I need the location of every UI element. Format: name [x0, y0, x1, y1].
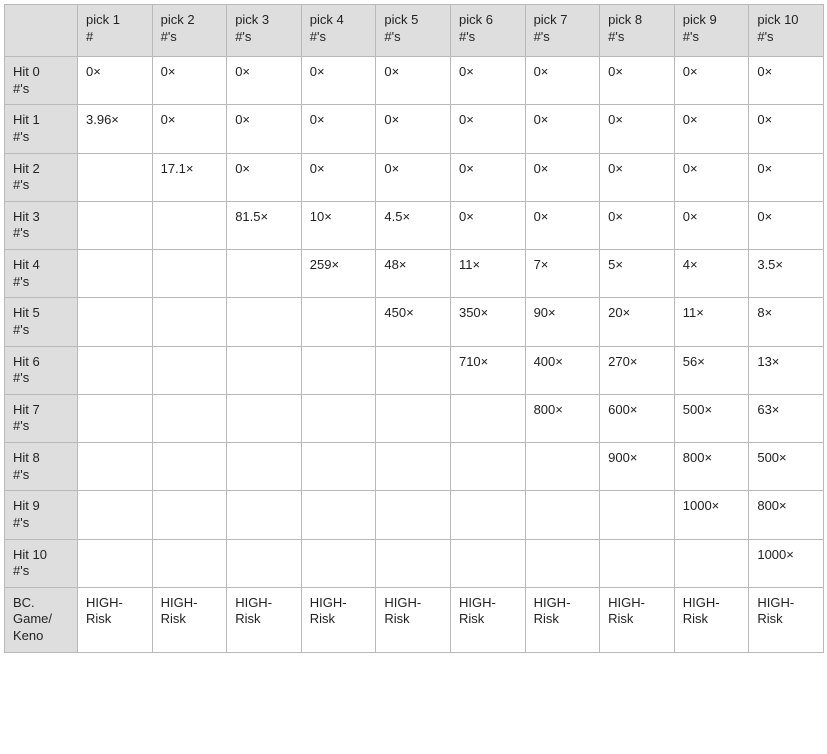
column-header-pick-8-line2: #'s	[608, 28, 625, 44]
cell-hit6-pick5	[376, 346, 451, 394]
cell-hit3-pick10: 0×	[749, 201, 824, 249]
table-body	[5, 57, 824, 653]
row-header-hit-7-line2: #'s	[13, 418, 30, 434]
cell-hit3-pick7: 0×	[525, 201, 600, 249]
row-header-hit-2	[5, 153, 78, 201]
cell-hit8-pick10: 500×	[749, 443, 824, 491]
column-header-pick-6-line1: pick 6	[458, 12, 493, 27]
column-header-pick-7-line1: pick 7	[533, 12, 568, 27]
column-header-pick-1	[78, 5, 153, 57]
column-header-pick-3-line1: pick 3	[235, 12, 270, 27]
cell-hit6-pick1	[78, 346, 153, 394]
keno-payout-table	[4, 4, 824, 653]
cell-risk-pick4: HIGH-Risk	[301, 587, 376, 652]
cell-hit5-pick4	[301, 298, 376, 346]
cell-hit4-pick10: 3.5×	[749, 250, 824, 298]
row-header-hit-4	[5, 250, 78, 298]
row-header-hit-7-line1: Hit 7	[13, 401, 40, 417]
row-header-hit-4-line2: #'s	[13, 273, 30, 289]
cell-hit5-pick5: 450×	[376, 298, 451, 346]
column-header-pick-2	[152, 5, 227, 57]
cell-hit3-pick6: 0×	[450, 201, 525, 249]
column-header-pick-1-line1: pick 1	[86, 12, 120, 27]
column-header-pick-10-line2: #'s	[757, 28, 774, 44]
cell-hit2-pick2: 17.1×	[152, 153, 227, 201]
cell-hit8-pick5	[376, 443, 451, 491]
column-header-pick-6	[450, 5, 525, 57]
row-header-source	[5, 587, 78, 652]
table-row	[5, 201, 824, 249]
cell-hit0-pick8: 0×	[600, 57, 675, 105]
row-header-hit-8	[5, 443, 78, 491]
cell-hit4-pick2	[152, 250, 227, 298]
cell-hit6-pick4	[301, 346, 376, 394]
row-header-hit-9	[5, 491, 78, 539]
row-header-hit-6-line1: Hit 6	[13, 353, 40, 369]
cell-hit3-pick8: 0×	[600, 201, 675, 249]
cell-risk-pick3: HIGH-Risk	[227, 587, 302, 652]
cell-hit6-pick6: 710×	[450, 346, 525, 394]
cell-hit3-pick3: 81.5×	[227, 201, 302, 249]
cell-hit3-pick9: 0×	[674, 201, 749, 249]
row-header-hit-8-line1: Hit 8	[13, 450, 40, 465]
cell-hit4-pick4: 259×	[301, 250, 376, 298]
row-header-hit-3-line1: Hit 3	[13, 208, 40, 224]
row-header-hit-3-line2: #'s	[13, 225, 30, 241]
column-header-pick-4-line1: pick 4	[309, 12, 344, 27]
cell-hit9-pick10: 800×	[749, 491, 824, 539]
column-header-pick-7	[525, 5, 600, 57]
cell-hit10-pick10: 1000×	[749, 539, 824, 587]
cell-hit2-pick5: 0×	[376, 153, 451, 201]
cell-hit6-pick3	[227, 346, 302, 394]
cell-hit8-pick3	[227, 443, 302, 491]
cell-hit9-pick7	[525, 491, 600, 539]
row-header-hit-2-line2: #'s	[13, 177, 30, 193]
cell-hit4-pick3	[227, 250, 302, 298]
cell-hit1-pick8: 0×	[600, 105, 675, 153]
cell-hit2-pick3: 0×	[227, 153, 302, 201]
cell-hit8-pick8: 900×	[600, 443, 675, 491]
cell-hit8-pick2	[152, 443, 227, 491]
cell-risk-pick2: HIGH-Risk	[152, 587, 227, 652]
header-row	[5, 5, 824, 57]
row-header-hit-3	[5, 201, 78, 249]
cell-hit8-pick7	[525, 443, 600, 491]
cell-hit2-pick4: 0×	[301, 153, 376, 201]
row-header-hit-7	[5, 394, 78, 442]
row-header-hit-2-line1: Hit 2	[13, 160, 40, 176]
row-header-hit-5-line1: Hit 5	[13, 305, 40, 321]
cell-risk-pick7: HIGH-Risk	[525, 587, 600, 652]
cell-hit1-pick4: 0×	[301, 105, 376, 153]
cell-hit5-pick6: 350×	[450, 298, 525, 346]
cell-hit9-pick9: 1000×	[674, 491, 749, 539]
cell-hit1-pick9: 0×	[674, 105, 749, 153]
table-row	[5, 394, 824, 442]
row-header-source-line2: Game/	[13, 611, 53, 627]
cell-hit10-pick7	[525, 539, 600, 587]
cell-hit1-pick3: 0×	[227, 105, 302, 153]
cell-hit2-pick9: 0×	[674, 153, 749, 201]
cell-hit5-pick7: 90×	[525, 298, 600, 346]
cell-hit5-pick8: 20×	[600, 298, 675, 346]
cell-hit4-pick8: 5×	[600, 250, 675, 298]
cell-hit3-pick5: 4.5×	[376, 201, 451, 249]
cell-hit1-pick10: 0×	[749, 105, 824, 153]
cell-hit7-pick1	[78, 394, 153, 442]
cell-hit6-pick7: 400×	[525, 346, 600, 394]
table-row	[5, 491, 824, 539]
table-row	[5, 153, 824, 201]
row-header-hit-4-line1: Hit 4	[13, 257, 40, 272]
row-header-hit-0-line2: #'s	[13, 80, 30, 96]
cell-hit5-pick3	[227, 298, 302, 346]
cell-hit5-pick1	[78, 298, 153, 346]
cell-hit8-pick6	[450, 443, 525, 491]
cell-hit4-pick5: 48×	[376, 250, 451, 298]
column-header-pick-5-line1: pick 5	[384, 12, 419, 27]
cell-hit9-pick8	[600, 491, 675, 539]
column-header-pick-4	[301, 5, 376, 57]
cell-hit3-pick2	[152, 201, 227, 249]
cell-hit9-pick5	[376, 491, 451, 539]
cell-hit0-pick4: 0×	[301, 57, 376, 105]
cell-hit0-pick3: 0×	[227, 57, 302, 105]
cell-hit7-pick2	[152, 394, 227, 442]
cell-risk-pick1: HIGH-Risk	[78, 587, 153, 652]
cell-hit0-pick5: 0×	[376, 57, 451, 105]
cell-hit6-pick9: 56×	[674, 346, 749, 394]
cell-hit9-pick1	[78, 491, 153, 539]
cell-hit2-pick8: 0×	[600, 153, 675, 201]
cell-hit1-pick2: 0×	[152, 105, 227, 153]
cell-hit7-pick10: 63×	[749, 394, 824, 442]
table-row	[5, 57, 824, 105]
cell-hit4-pick9: 4×	[674, 250, 749, 298]
row-header-hit-0-line1: Hit 0	[13, 64, 40, 79]
cell-hit7-pick8: 600×	[600, 394, 675, 442]
cell-hit0-pick9: 0×	[674, 57, 749, 105]
row-header-hit-9-line1: Hit 9	[13, 498, 40, 514]
cell-hit10-pick8	[600, 539, 675, 587]
table-row	[5, 346, 824, 394]
table-row	[5, 105, 824, 153]
cell-hit3-pick4: 10×	[301, 201, 376, 249]
column-header-pick-7-line2: #'s	[533, 28, 550, 44]
cell-hit4-pick7: 7×	[525, 250, 600, 298]
column-header-pick-8-line1: pick 8	[608, 12, 643, 27]
cell-hit10-pick3	[227, 539, 302, 587]
cell-risk-pick9: HIGH-Risk	[674, 587, 749, 652]
row-header-hit-9-line2: #'s	[13, 514, 30, 530]
row-header-hit-1-line2: #'s	[13, 128, 30, 144]
cell-hit10-pick4	[301, 539, 376, 587]
table-corner-cell	[5, 5, 78, 57]
column-header-pick-3	[227, 5, 302, 57]
row-header-hit-6	[5, 346, 78, 394]
row-header-hit-10-line1: Hit 10	[13, 546, 47, 562]
cell-hit10-pick2	[152, 539, 227, 587]
column-header-pick-4-line2: #'s	[309, 28, 326, 44]
row-header-source-line3: Keno	[13, 628, 44, 643]
row-header-hit-5	[5, 298, 78, 346]
column-header-pick-1-line2: #	[86, 28, 94, 44]
cell-hit2-pick10: 0×	[749, 153, 824, 201]
row-header-hit-1	[5, 105, 78, 153]
row-header-hit-10	[5, 539, 78, 587]
cell-hit1-pick7: 0×	[525, 105, 600, 153]
column-header-pick-9-line2: #'s	[682, 28, 699, 44]
cell-hit10-pick1	[78, 539, 153, 587]
cell-hit5-pick9: 11×	[674, 298, 749, 346]
cell-hit6-pick2	[152, 346, 227, 394]
cell-hit6-pick8: 270×	[600, 346, 675, 394]
cell-hit8-pick1	[78, 443, 153, 491]
cell-risk-pick8: HIGH-Risk	[600, 587, 675, 652]
table-row	[5, 443, 824, 491]
cell-hit6-pick10: 13×	[749, 346, 824, 394]
cell-hit0-pick2: 0×	[152, 57, 227, 105]
cell-hit7-pick9: 500×	[674, 394, 749, 442]
cell-hit1-pick6: 0×	[450, 105, 525, 153]
cell-hit9-pick4	[301, 491, 376, 539]
table-row	[5, 250, 824, 298]
cell-hit9-pick3	[227, 491, 302, 539]
column-header-pick-2-line1: pick 2	[160, 12, 195, 27]
row-header-hit-1-line1: Hit 1	[13, 112, 40, 128]
row-header-hit-10-line2: #'s	[13, 563, 30, 579]
cell-hit2-pick6: 0×	[450, 153, 525, 201]
cell-hit8-pick9: 800×	[674, 443, 749, 491]
cell-hit3-pick1	[78, 201, 153, 249]
cell-hit7-pick5	[376, 394, 451, 442]
cell-risk-pick6: HIGH-Risk	[450, 587, 525, 652]
cell-hit4-pick6: 11×	[450, 250, 525, 298]
cell-hit1-pick5: 0×	[376, 105, 451, 153]
cell-hit7-pick4	[301, 394, 376, 442]
row-header-hit-0	[5, 57, 78, 105]
column-header-pick-2-line2: #'s	[160, 28, 177, 44]
cell-hit10-pick6	[450, 539, 525, 587]
column-header-pick-10	[749, 5, 824, 57]
cell-risk-pick5: HIGH-Risk	[376, 587, 451, 652]
column-header-pick-9-line1: pick 9	[682, 12, 717, 27]
row-header-hit-6-line2: #'s	[13, 370, 30, 386]
cell-hit9-pick6	[450, 491, 525, 539]
column-header-pick-6-line2: #'s	[458, 28, 476, 44]
cell-hit0-pick7: 0×	[525, 57, 600, 105]
cell-hit0-pick10: 0×	[749, 57, 824, 105]
table-header	[5, 5, 824, 57]
column-header-pick-5	[376, 5, 451, 57]
table-row	[5, 539, 824, 587]
cell-hit1-pick1: 3.96×	[78, 105, 153, 153]
cell-risk-pick10: HIGH-Risk	[749, 587, 824, 652]
cell-hit4-pick1	[78, 250, 153, 298]
row-header-hit-5-line2: #'s	[13, 321, 30, 337]
cell-hit2-pick1	[78, 153, 153, 201]
column-header-pick-10-line1: pick 10	[757, 12, 799, 27]
row-header-source-line1: BC.	[13, 594, 35, 610]
column-header-pick-9	[674, 5, 749, 57]
cell-hit0-pick1: 0×	[78, 57, 153, 105]
cell-hit5-pick10: 8×	[749, 298, 824, 346]
cell-hit5-pick2	[152, 298, 227, 346]
cell-hit0-pick6: 0×	[450, 57, 525, 105]
column-header-pick-8	[600, 5, 675, 57]
column-header-pick-3-line2: #'s	[235, 28, 252, 44]
cell-hit2-pick7: 0×	[525, 153, 600, 201]
cell-hit9-pick2	[152, 491, 227, 539]
cell-hit10-pick9	[674, 539, 749, 587]
row-header-hit-8-line2: #'s	[13, 466, 30, 482]
table-footer-row	[5, 587, 824, 652]
table-row	[5, 298, 824, 346]
cell-hit7-pick7: 800×	[525, 394, 600, 442]
cell-hit10-pick5	[376, 539, 451, 587]
cell-hit7-pick6	[450, 394, 525, 442]
cell-hit7-pick3	[227, 394, 302, 442]
cell-hit8-pick4	[301, 443, 376, 491]
column-header-pick-5-line2: #'s	[384, 28, 401, 44]
